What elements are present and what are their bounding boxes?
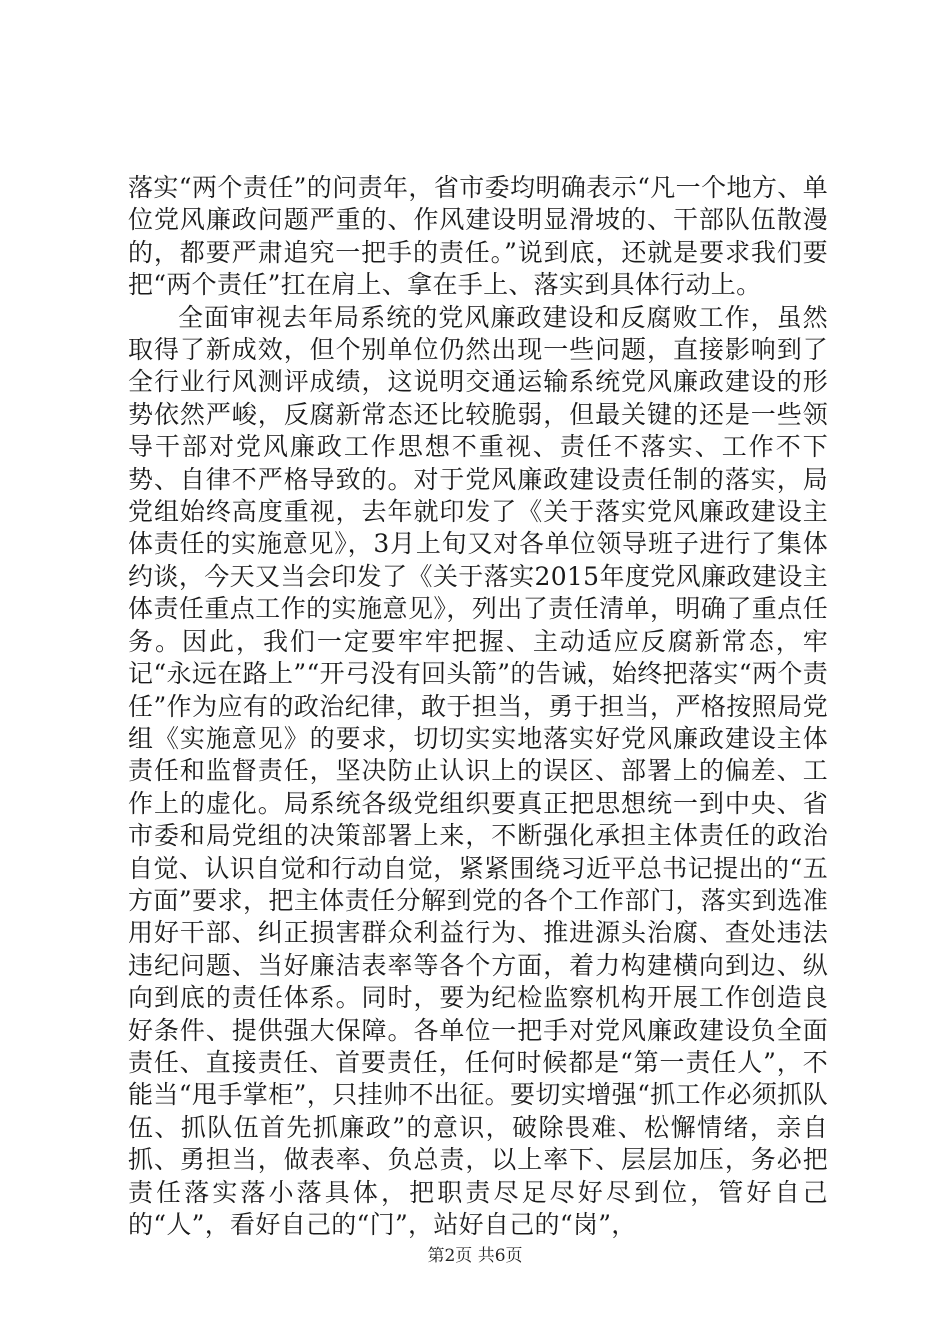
paragraph-main: 全面审视去年局系统的党风廉政建设和反腐败工作，虽然取得了新成效，但个别单位仍然出现一些问题，直接影响到了全行业行风测评成绩，这说明交通运输系统党风廉政建设的形势依然严峻，反腐新常态还比较脆弱，但最关键的还是一些领导干部对党风廉政工作思想不重视、责任不落实、工作不下势、自律不严格导致的。对于党风廉政建设责任制的落实，局党组始终高度重视，去年就印发了《关于落实党风廉政建设主体责任的实施意见》，3月上旬又对各单位领导班子进行了集体约谈，今天又当会印发了《关于落实2015年度党风廉政建设主体责任重点工作的实施意见》，列出了责任清单，明确了重点任务。因此，我们一定要牢牢把握、主动适应反腐新常态，牢记“永远在路上”“开弓没有回头箭”的告诫，始终把落实“两个责任”作为应有的政治纪律，敢于担当，勇于担当，严格按照局党组《实施意见》的要求，切切实实地落实好党风廉政建设主体责任和监督责任，坚决防止认识上的误区、部署上的偏差、工作上的虚化。局系统各级党组织要真正把思想统一到中央、省市委和局党组的决策部署上来，不断强化承担主体责任的政治自觉、认识自觉和行动自觉，紧紧围绕习近平总书记提出的“五方面”要求，把主体责任分解到党的各个工作部门，落实到选准用好干部、纠正损害群众利益行为、推进源头治腐、查处违法违纪问题、当好廉洁表率等各个方面，着力构建横向到边、纵向到底的责任体系。同时，要为纪检监察机构开展工作创造良好条件、提供强大保障。各单位一把手对党风廉政建设负全面责任、直接责任、首要责任，任何时候都是“第一责任人”，不能当“甩手掌柜”，只挂帅不出征。要切实增强“抓工作必须抓队伍、抓队伍首先抓廉政”的意识，破除畏难、松懈情绪，亲自抓、勇担当，做表率、负总责，以上率下、层层加压，务必把责任落实落小落具体，把职责尽足尽好尽到位，管好自己的“人”，看好自己的“门”，站好自己的“岗”， [128, 302, 828, 1239]
page-footer: 第2页 共6页 [427, 1246, 523, 1266]
document-body [128, 172, 828, 1241]
paragraph-continued: 落实“两个责任”的问责年，省市委均明确表示“凡一个地方、单位党风廉政问题严重的、作风建设明显滑坡的、干部队伍散漫的，都要严肃追究一把手的责任。”说到底，还就是要求我们要把“两个责任”扛在肩上、拿在手上、落实到具体行动上。 [128, 173, 828, 300]
